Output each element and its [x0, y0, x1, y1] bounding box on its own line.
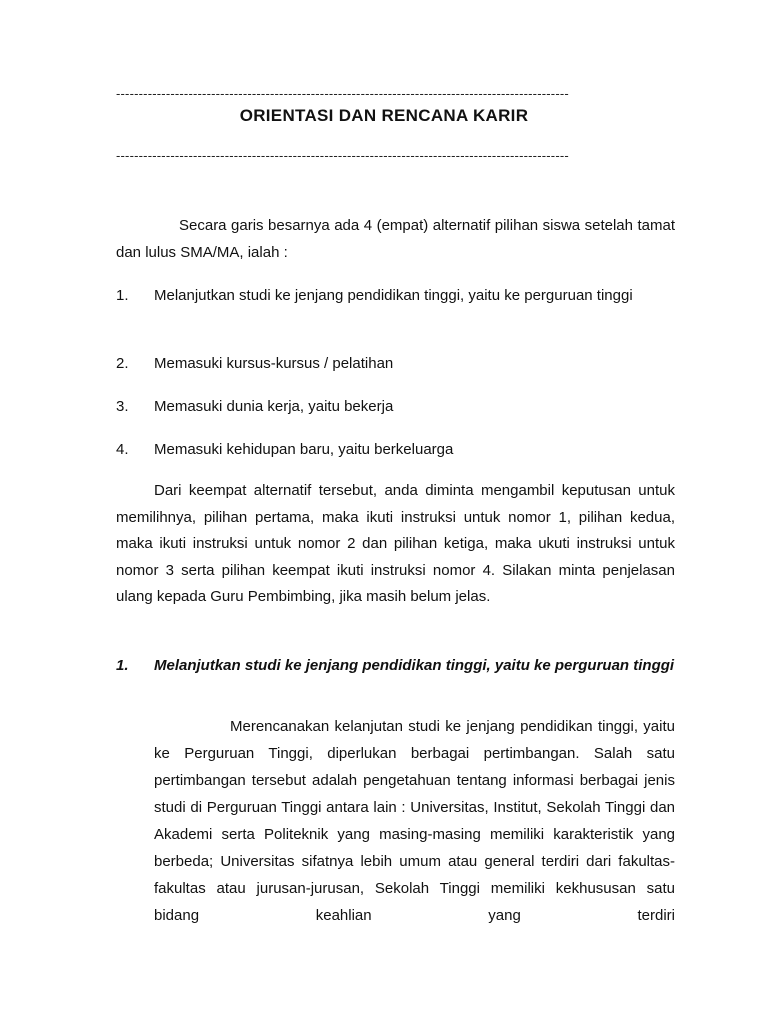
intro-paragraph: Secara garis besarnya ada 4 (empat) alternatif pilihan siswa setelah tamat dan lulus SMA/MA, ialah :: [116, 217, 675, 261]
option-number: 3.: [116, 398, 129, 415]
option-number: 4.: [116, 441, 129, 458]
document-title: ORIENTASI DAN RENCANA KARIR: [239, 106, 529, 125]
option-text: Memasuki dunia kerja, yaitu bekerja: [154, 398, 394, 415]
option-text: Melanjutkan studi ke jenjang pendidikan tinggi, yaitu ke perguruan tinggi: [154, 287, 633, 304]
top-divider-line: ----------------------------------------------------------------------------------------------------: [116, 86, 569, 101]
option-text: Memasuki kehidupan baru, yaitu berkeluarga: [154, 441, 454, 458]
section-1-body: Merencanakan kelanjutan studi ke jenjang pendidikan tinggi, yaitu ke Perguruan Tinggi, diperlukan berbagai pertimbangan. Salah satu pertimbangan tersebut adalah pengetahuan tentang informasi berbagai jenis studi di Perguruan Tinggi antara lain : Universitas, Institut, Sekolah Tinggi dan Akademi serta Politeknik yang masing-masing memiliki karakteristik yang berbeda; Universitas sifatnya lebih umum atau general terdiri dari fakultas-fakultas atau jurusan-jurusan, Sekolah Tinggi memiliki kekhususan satu bidang keahlian yang terdiri: [154, 718, 675, 924]
bottom-divider-line: ----------------------------------------------------------------------------------------------------: [116, 148, 569, 163]
option-text: Memasuki kursus-kursus / pelatihan: [154, 355, 394, 372]
section-heading-text: Melanjutkan studi ke jenjang pendidikan tinggi, yaitu ke perguruan tinggi: [154, 657, 675, 674]
option-number: 1.: [116, 287, 129, 304]
option-number: 2.: [116, 355, 129, 372]
instruction-paragraph: Dari keempat alternatif tersebut, anda diminta mengambil keputusan untuk memilihnya, pilihan pertama, maka ikuti instruksi untuk nomor 1, pilihan kedua, maka ikuti instruksi untuk nomor 2 dan pilihan ketiga, maka ukuti instruksi untuk nomor 3 serta pilihan keempat ikuti instruksi nomor 4. Silakan minta penjelasan ulang kepada Guru Pembimbing, jika masih belum jelas.: [116, 482, 675, 605]
section-number: 1.: [116, 657, 129, 674]
